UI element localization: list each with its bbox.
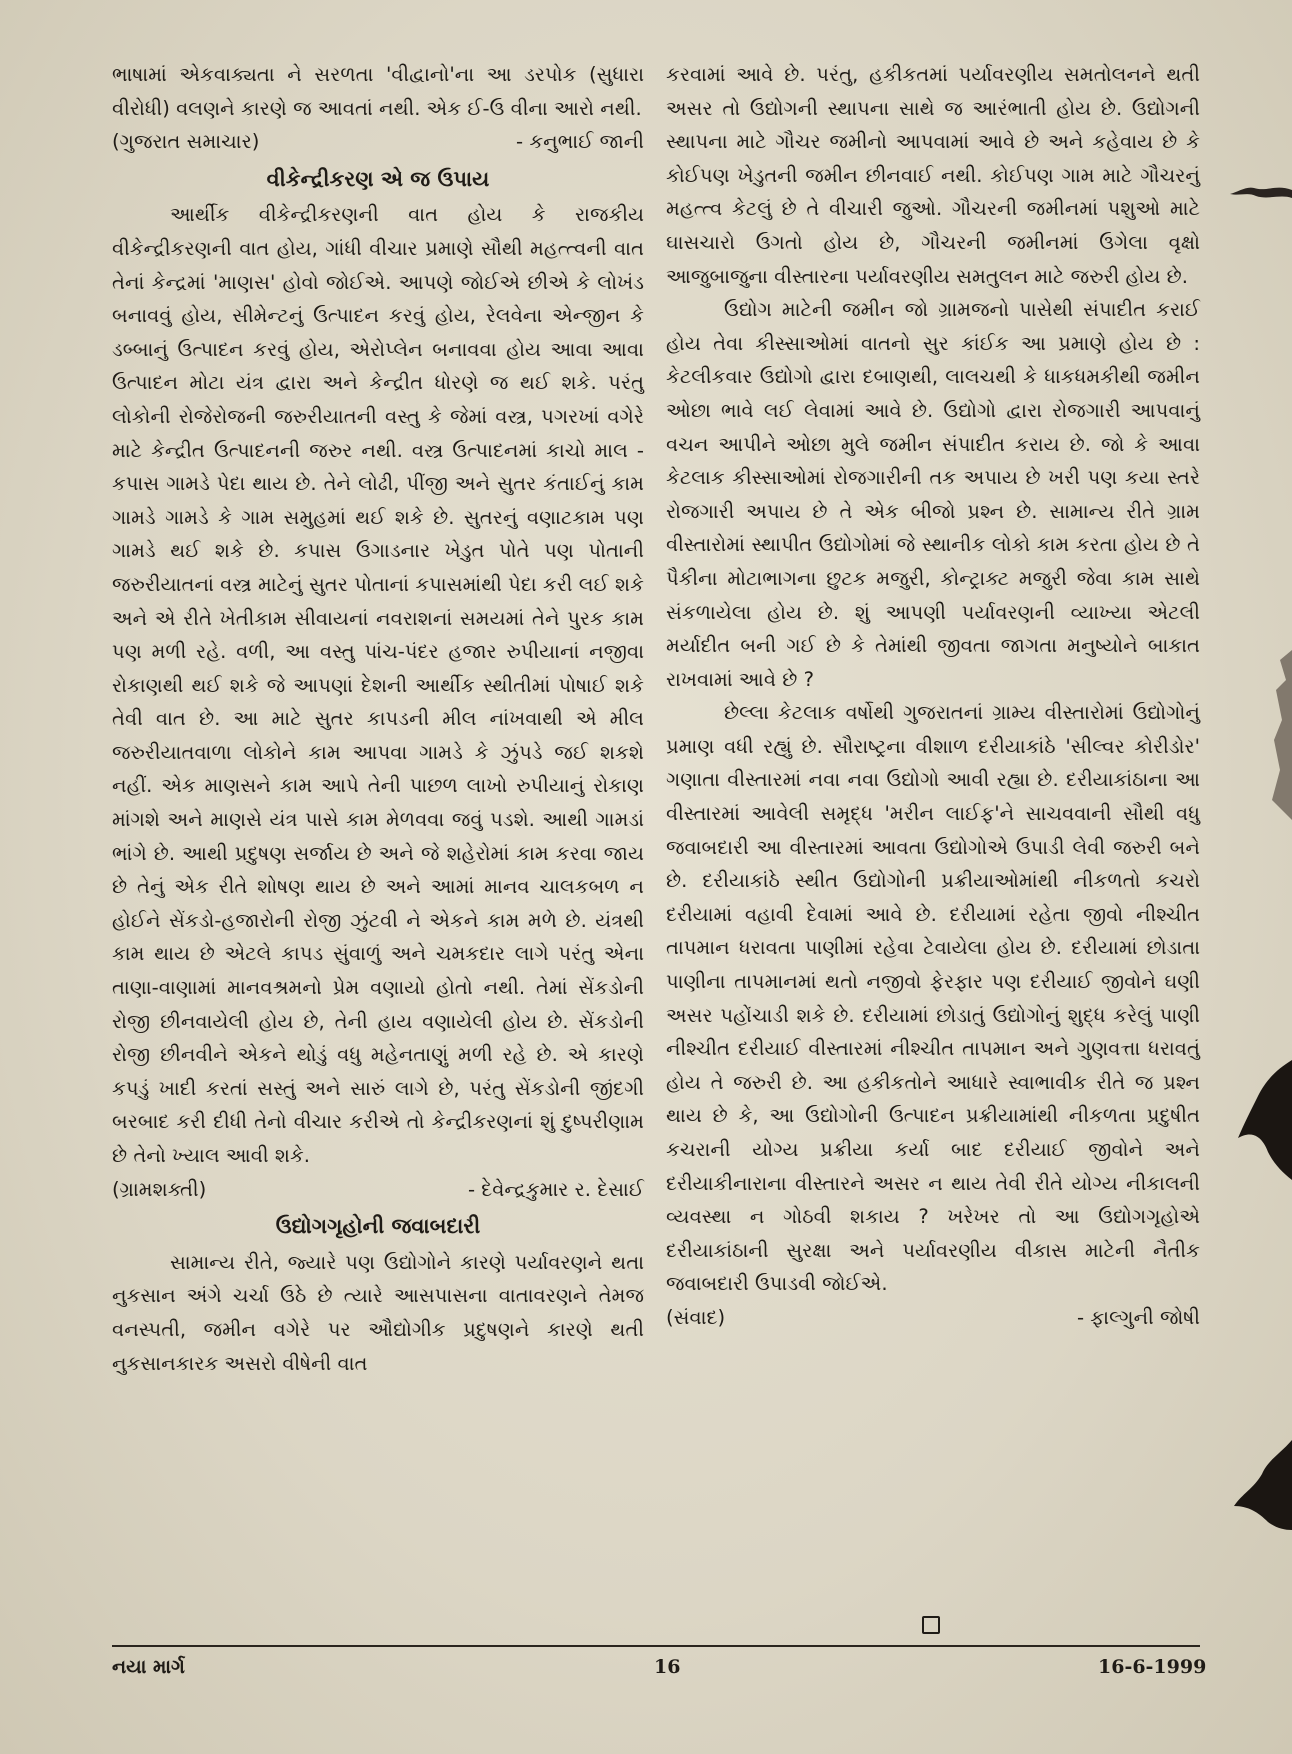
byline: [112, 1173, 644, 1207]
left-column: [112, 58, 644, 1380]
article-paragraph: ઉદ્યોગ માટેની જમીન જો ગ્રામજનો પાસેથી સંપાદીત કરાઈ હોય તેવા કીસ્સાઓમાં વાતનો સુર કાંઈક આ પ્રમાણે હોય છે : કેટલીકવાર ઉદ્યોગો દ્વારા દબાણથી, લાલચથી કે ધાકધમકીથી જમીન ઓછા ભાવે લઈ લેવામાં આવે છે. ઉદ્યોગો દ્વારા રોજગારી આપવાનું વચન આપીને ઓછા મુલે જમીન સંપાદીત કરાય છે. જો કે આવા કેટલાક કીસ્સાઓમાં રોજગારીની તક અપાય છે ખરી પણ કયા સ્તરે રોજગારી અપાય છે તે એક બીજો પ્રશ્ન છે. સામાન્ય રીતે ગ્રામ વીસ્તારોમાં સ્થાપીત ઉદ્યોગોમાં જે સ્થાનીક લોકો કામ કરતા હોય છે તે પૈકીના મોટાભાગના છુટક મજુરી, કોન્ટ્રાક્ટ મજુરી જેવા કામ સાથે સંકળાયેલા હોય છે. શું આપણી પર્યાવરણની વ્યાખ્યા એટલી મર્યાદીત બની ગઈ છે કે તેમાંથી જીવતા જાગતા મનુષ્યોને બાકાત રાખવામાં આવે છે ?: [666, 298, 1200, 691]
article-paragraph: આર્થીક વીકેન્દ્રીકરણની વાત હોય કે રાજકીય વીકેન્દ્રીકરણની વાત હોય, ગાંધી વીચાર પ્રમાણે સૌથી મહત્ત્વની વાત તેનાં કેન્દ્રમાં 'માણસ' હોવો જોઈએ. આપણે જોઈએ છીએ કે લોખંડ બનાવવું હોય, સીમેન્ટનું ઉત્પાદન કરવું હોય, રેલવેના એન્જીન કે ડબ્બાનું ઉત્પાદન કરવું હોય, એરોપ્લેન બનાવવા હોય આવા આવા ઉત્પાદન મોટા યંત્ર દ્વારા અને કેન્દ્રીત ધોરણે જ થઈ શકે. પરંતુ લોકોની રોજેરોજની જરુરીયાતની વસ્તુ કે જેમાં વસ્ત્ર, પગરખાં વગેરે માટે કેન્દ્રીત ઉત્પાદનની જરુર નથી. વસ્ત્ર ઉત્પાદનમાં કાચો માલ - કપાસ ગામડે પેદા થાય છે. તેને લોઢી, પીંજી અને સુતર કંતાઈનું કામ ગામડે ગામડે કે ગામ સમુહમાં થઈ શકે છે. સુતરનું વણાટકામ પણ ગામડે થઈ શકે છે. કપાસ ઉગાડનાર ખેડુત પોતે પણ પોતાની જરુરીયાતનાં વસ્ત્ર માટેનું સુતર પોતાનાં કપાસમાંથી પેદા કરી લઈ શકે અને એ રીતે ખેતીકામ સીવાયનાં નવરાશનાં સમયમાં તેને પુરક કામ પણ મળી રહે. વળી, આ વસ્તુ પાંચ-પંદર હજાર રુપીયાનાં નજીવા રોકાણથી થઈ શકે જે આપણાં દેશની આર્થીક સ્થીતીમાં પોષાઈ શકે તેવી વાત છે. આ માટે સુતર કાપડની મીલ નાંખવાથી એ મીલ જરુરીયાતવાળા લોકોને કામ આપવા ગામડે કે ઝુંપડે જઈ શકશે નહીં. એક માણસને કામ આપે તેની પાછળ લાખો રુપીયાનું રોકાણ માંગશે અને માણસે યંત્ર પાસે કામ મેળવવા જવું પડશે. આથી ગામડાં ભાંગે છે. આથી પ્રદુષણ સર્જાય છે અને જે શહેરોમાં કામ કરવા જાય છે તેનું એક રીતે શોષણ થાય છે અને આમાં માનવ ચાલકબળ ન હોઈને સેંકડો-હજારોની રોજી ઝુંટવી ને એકને કામ મળે છે. યંત્રથી કામ થાય છે એટલે કાપડ સુંવાળું અને ચમકદાર લાગે પરંતુ એના તાણા-વાણામાં માનવશ્રમનો પ્રેમ વણાયો હોતો નથી. તેમાં સેંકડોની રોજી છીનવાયેલી હોય છે, તેની હાય વણાયેલી હોય છે. સેંકડોની રોજી છીનવીને એકને થોડું વધુ મહેનતાણું મળી રહે છે. એ કારણે કપડું ખાદી કરતાં સસ્તું અને સારું લાગે છે, પરંતુ સેંકડોની જીંદગી બરબાદ કરી દીધી તેનો વીચાર કરીએ તો કેન્દ્રીકરણનાં શું દુષ્પરીણામ છે તેનો ખ્યાલ આવી શકે.: [112, 203, 644, 1167]
source-label: (સંવાદ): [666, 1305, 726, 1329]
paper-damage-mark-icon: [1228, 1440, 1292, 1530]
paper-damage-mark-icon: [1236, 1060, 1292, 1180]
footer-page-number: 16: [654, 1656, 681, 1678]
paper-edge-tear-icon: [1236, 650, 1292, 820]
article-end-mark-icon: [922, 1616, 940, 1634]
author-name: - કનુભાઈ જાની: [516, 130, 644, 154]
author-name: - દેવેન્દ્રકુમાર ર. દેસાઈ: [467, 1177, 644, 1201]
author-name: - ફાલ્ગુની જોષી: [1076, 1305, 1200, 1329]
footer-divider: [112, 1645, 1200, 1647]
article-paragraph: સામાન્ય રીતે, જ્યારે પણ ઉદ્યોગોને કારણે પર્યાવરણને થતા નુકસાન અંગે ચર્ચા ઉઠે છે ત્યારે આસપાસના વાતાવરણને તેમજ વનસ્પતી, જમીન વગેરે પર ઔદ્યોગીક પ્રદુષણને કારણે થતી નુકસાનકારક અસરો વીષેની વાત: [112, 1250, 644, 1375]
byline: [112, 125, 644, 159]
source-label: (ગુજરાત સમાચાર): [112, 130, 260, 154]
article-heading: ઉદ્યોગગૃહોની જવાબદારી: [275, 1214, 481, 1239]
article-continuation-paragraph: ભાષામાં એકવાક્યતા ને સરળતા 'વીદ્વાનો'ના આ ડરપોક (સુધારા વીરોધી) વલણને કારણે જ આવતાં નથી. એક ઈ-ઉ વીના આરો નથી.: [112, 63, 644, 120]
footer-date: 16-6-1999: [1098, 1656, 1207, 1678]
paper-damage-mark-icon: [1226, 170, 1292, 220]
right-column: [666, 58, 1200, 1335]
article-heading: વીકેન્દ્રીકરણ એ જ ઉપાય: [266, 166, 490, 191]
source-label: (ગ્રામશક્તી): [112, 1177, 207, 1201]
footer-magazine-name: નયા માર્ગ: [112, 1656, 185, 1678]
byline: [666, 1301, 1200, 1335]
article-paragraph: છેલ્લા કેટલાક વર્ષોથી ગુજરાતનાં ગ્રામ્ય વીસ્તારોમાં ઉદ્યોગોનું પ્રમાણ વધી રહ્યું છે. સૌરાષ્ટ્રના વીશાળ દરીયાકાંઠે 'સીલ્વર કોરીડોર' ગણાતા વીસ્તારમાં નવા નવા ઉદ્યોગો આવી રહ્યા છે. દરીયાકાંઠાના આ વીસ્તારમાં આવેલી સમૃદ્ધ 'મરીન લાઈફ'ને સાચવવાની સૌથી વધુ જવાબદારી આ વીસ્તારમાં આવતા ઉદ્યોગોએ ઉપાડી લેવી જરુરી બને છે. દરીયાકાંઠે સ્થીત ઉદ્યોગોની પ્રક્રીયાઓમાંથી નીકળતો કચરો દરીયામાં વહાવી દેવામાં આવે છે. દરીયામાં રહેતા જીવો નીશ્ચીત તાપમાન ધરાવતા પાણીમાં રહેવા ટેવાયેલા હોય છે. દરીયામાં છોડાતા પાણીના તાપમાનમાં થતો નજીવો ફેરફાર પણ દરીયાઈ જીવોને ઘણી અસર પહોંચાડી શકે છે. દરીયામાં છોડાતું ઉદ્યોગોનું શુદ્ધ કરેલું પાણી નીશ્ચીત દરીયાઈ વીસ્તારમાં નીશ્ચીત તાપમાન અને ગુણવત્તા ધરાવતું હોય તે જરુરી છે. આ હકીકતોને આધારે સ્વાભાવીક રીતે જ પ્રશ્ન થાય છે કે, આ ઉદ્યોગોની ઉત્પાદન પ્રક્રીયામાંથી નીકળતા પ્રદુષીત કચરાની યોગ્ય પ્રક્રીયા કર્યા બાદ દરીયાઈ જીવોને અને દરીયાકીનારાના વીસ્તારને અસર ન થાય તેવી રીતે યોગ્ય નીકાલની વ્યવસ્થા ન ગોઠવી શકાય ? ખરેખર તો આ ઉદ્યોગગૃહોએ દરીયાકાંઠાની સુરક્ષા અને પર્યાવરણીય વીકાસ માટેની નૈતીક જવાબદારી ઉપાડવી જોઈએ.: [666, 701, 1200, 1296]
article-paragraph: કરવામાં આવે છે. પરંતુ, હકીકતમાં પર્યાવરણીય સમતોલનને થતી અસર તો ઉદ્યોગની સ્થાપના સાથે જ આરંભાતી હોય છે. ઉદ્યોગની સ્થાપના માટે ગૌચર જમીનો આપવામાં આવે છે અને કહેવાય છે કે કોઈપણ ખેડુતની જમીન છીનવાઈ નથી. કોઈપણ ગામ માટે ગૌચરનું મહત્ત્વ કેટલું છે તે વીચારી જુઓ. ગૌચરની જમીનમાં પશુઓ માટે ઘાસચારો ઉગતો હોય છે, ગૌચરની જમીનમાં ઉગેલા વૃક્ષો આજુબાજુના વીસ્તારના પર્યાવરણીય સમતુલન માટે જરુરી હોય છે.: [666, 63, 1200, 288]
